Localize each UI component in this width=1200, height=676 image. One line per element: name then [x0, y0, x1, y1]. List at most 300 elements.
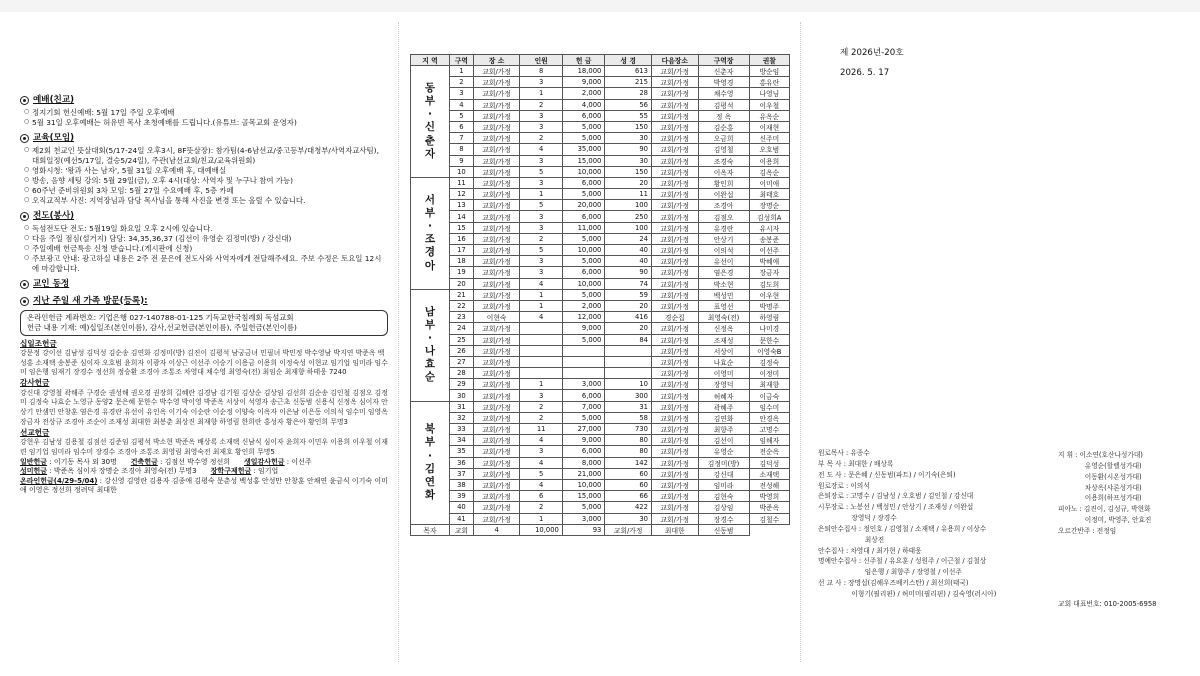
table-cell: 2	[520, 401, 563, 412]
table-cell	[605, 368, 652, 379]
staff-line: 안수집사 : 차영대 / 최가현 / 하태웅	[818, 546, 922, 555]
table-cell: 58	[605, 412, 652, 423]
table-cell: 백성민	[698, 289, 749, 300]
region-char: 신	[424, 121, 436, 134]
bullet-circle-icon	[20, 134, 29, 143]
table-row	[411, 334, 790, 345]
table-cell: 6,000	[562, 177, 605, 188]
thanks-block	[20, 378, 388, 428]
table-cell: 교회/가정	[473, 133, 520, 144]
region-char: 남	[424, 305, 436, 318]
table-cell: 교회/가정	[651, 289, 698, 300]
region-cell	[411, 289, 450, 401]
section-title-text: 전도(봉사)	[33, 210, 75, 221]
table-cell: 80	[605, 446, 652, 457]
table-cell: 40	[605, 245, 652, 256]
table-cell: 교회/가정	[651, 211, 698, 222]
table-cell: 교회/가정	[651, 513, 698, 524]
table-cell: 박영희	[749, 491, 789, 502]
table-cell: 40	[605, 256, 652, 267]
table-cell: 35	[450, 446, 474, 457]
table-cell: 11	[605, 189, 652, 200]
table-cell: 5	[520, 166, 563, 177]
table-cell: 8,000	[562, 457, 605, 468]
misc-offering-value: : 강신영 김영란 김용자 김종애 김평숙 문춘성 백성홍 안성만 안창훈 안채연 윤금식 이기숙 이미애 이영은 정선희 정려덕 최대한	[20, 476, 388, 495]
misc-offering-label: 일반헌금	[20, 457, 48, 466]
table-cell: 교회/가정	[651, 323, 698, 334]
table-cell: 전성해	[749, 479, 789, 490]
section-title-text: 지난 주일 새 가족 방문(등록):	[33, 295, 148, 306]
staff-line: 최상진	[818, 535, 885, 544]
table-cell: 1	[520, 289, 563, 300]
table-row	[411, 446, 790, 457]
table-cell: 33	[450, 424, 474, 435]
table-cell: 교회/가정	[651, 334, 698, 345]
table-cell: 27	[450, 356, 474, 367]
table-cell: 김영철	[698, 144, 749, 155]
table-cell: 송봉준	[749, 233, 789, 244]
table-cell: 15	[450, 222, 474, 233]
table-cell: 교회/가정	[473, 513, 520, 524]
table-cell: 28	[450, 368, 474, 379]
table-cell: 40	[450, 502, 474, 513]
table-cell	[520, 334, 563, 345]
table-cell: 10,000	[562, 278, 605, 289]
table-cell: 최향주	[698, 424, 749, 435]
column-header: 구역장	[698, 55, 749, 66]
table-cell: 250	[605, 211, 652, 222]
table-row	[411, 245, 790, 256]
table-cell: 김철수	[749, 513, 789, 524]
table-cell: 교회/가정	[473, 435, 520, 446]
misc-offering-label: 장학구제헌금	[210, 467, 252, 476]
section-items	[24, 108, 388, 128]
table-cell: 21,000	[562, 468, 605, 479]
list-item: ○ 방송, 음향 세팅 강의: 5월 29일(금), 오후 4시(대상: 사역자 및 누구나 참여 가능)	[24, 176, 388, 186]
column-header: 헌 금	[562, 55, 605, 66]
table-cell: 이현숙	[473, 312, 520, 323]
table-cell: 13	[450, 200, 474, 211]
table-cell: 11	[450, 177, 474, 188]
table-cell: 교회/가정	[651, 222, 698, 233]
region-char: 나	[424, 345, 436, 358]
table-row	[411, 222, 790, 233]
table-cell	[520, 323, 563, 334]
table-cell: 김상임	[698, 502, 749, 513]
region-char: 경	[424, 246, 436, 259]
table-cell: 교회/가정	[651, 245, 698, 256]
table-cell: 3	[520, 446, 563, 457]
table-cell: 100	[605, 200, 652, 211]
table-row	[411, 379, 790, 390]
table-cell: 3	[520, 77, 563, 88]
table-cell: 4	[520, 312, 563, 323]
table-cell: 교회/가정	[473, 189, 520, 200]
table-cell: 60	[605, 479, 652, 490]
table-cell: 10,000	[562, 479, 605, 490]
section-items	[24, 146, 388, 206]
table-cell: 6,000	[562, 390, 605, 401]
table-row	[411, 412, 790, 423]
table-cell: 교회/가정	[651, 491, 698, 502]
table-cell: 6	[520, 491, 563, 502]
table-cell: 교회/가정	[473, 177, 520, 188]
table-cell: 교회/가정	[473, 278, 520, 289]
table-cell: 강신대	[698, 468, 749, 479]
table-cell	[562, 368, 605, 379]
table-cell: 31	[605, 401, 652, 412]
table-cell: 9	[450, 155, 474, 166]
table-cell: 2	[520, 412, 563, 423]
table-row	[411, 356, 790, 367]
table-cell: 37	[450, 468, 474, 479]
table-cell: 80	[605, 435, 652, 446]
misc-offering-row	[20, 458, 388, 496]
table-row	[411, 468, 790, 479]
table-cell: 20	[450, 278, 474, 289]
region-char: 동	[424, 82, 436, 95]
table-cell: 김선이	[698, 435, 749, 446]
table-row	[411, 166, 790, 177]
table-row	[411, 300, 790, 311]
page-top-edge	[0, 0, 1200, 12]
table-cell: 교회/가정	[605, 524, 652, 535]
announcement-section	[20, 279, 388, 291]
list-item: ○ 독섬전도단 전도: 5월19일 화요일 오후 2시에 있습니다.	[24, 224, 388, 234]
thanks-title: 감사헌금	[20, 378, 50, 388]
table-cell: 8	[520, 66, 563, 77]
table-cell: 16	[450, 233, 474, 244]
account-line: 온라인헌금 계좌번호: 기업은행 027-140788-01-125 기독교한국침례회 독섬교회	[27, 313, 294, 323]
staff-line: 지 휘 : 이소연(호산나성가대)	[1058, 451, 1143, 459]
table-cell: 10	[450, 166, 474, 177]
staff-line: 원로장로 : 이의석	[818, 481, 870, 490]
table-cell: 교회/가정	[651, 457, 698, 468]
table-cell: 10,000	[562, 245, 605, 256]
table-cell: 15,000	[562, 155, 605, 166]
table-cell: 홍유란	[749, 77, 789, 88]
table-cell: 7	[450, 133, 474, 144]
table-cell: 이재현	[749, 121, 789, 132]
region-char: 북	[424, 423, 436, 436]
table-cell: 신주미	[749, 133, 789, 144]
table-row	[411, 502, 790, 513]
table-cell: 교회/가정	[473, 77, 520, 88]
table-cell: 박혜애	[749, 256, 789, 267]
table-cell: 3	[520, 155, 563, 166]
table-cell: 교회/가정	[473, 166, 520, 177]
staff-line: 이정미, 박영주, 안효진	[1058, 516, 1152, 525]
misc-offering-value: : 이기동 목사 외 30명	[47, 457, 117, 466]
list-item: ○ 5월 31일 오후예배는 허유빈 목사 초청예배를 드립니다.(유튜브: 골목교회 운영자)	[24, 118, 388, 128]
table-cell: 교회/가정	[651, 502, 698, 513]
table-cell: 교회/가정	[651, 233, 698, 244]
table-cell: 이정미	[749, 368, 789, 379]
table-cell: 교회/가정	[473, 99, 520, 110]
table-cell: 박소현	[698, 278, 749, 289]
table-cell: 교회/가정	[473, 144, 520, 155]
table-cell: 2	[450, 77, 474, 88]
table-row	[411, 211, 790, 222]
staff-line: 임은행 / 최향주 / 장영철 / 이선주	[818, 568, 962, 577]
table-cell: 곽혜주	[698, 401, 749, 412]
table-cell: 11,000	[562, 222, 605, 233]
table-cell: 박준옥	[749, 502, 789, 513]
table-cell: 교회/가정	[651, 121, 698, 132]
table-cell: 5	[520, 200, 563, 211]
table-cell: 32	[450, 412, 474, 423]
region-char: 김	[424, 462, 436, 475]
table-cell: 조재성	[698, 334, 749, 345]
table-cell: 교회/가정	[473, 211, 520, 222]
table-cell: 장명순	[749, 200, 789, 211]
table-cell: 55	[605, 110, 652, 121]
table-cell: 36	[450, 457, 474, 468]
table-cell: 5,000	[562, 133, 605, 144]
table-cell: 30	[605, 133, 652, 144]
table-row	[411, 110, 790, 121]
table-cell: 오호범	[749, 144, 789, 155]
table-cell: 조경숙	[698, 155, 749, 166]
column-divider-left	[398, 22, 400, 662]
mission-block	[20, 428, 388, 458]
table-cell: 최대한	[651, 524, 698, 535]
table-cell: 교회/가정	[651, 435, 698, 446]
table-cell: 김정미(방)	[698, 457, 749, 468]
region-char: 부	[424, 318, 436, 331]
table-cell: 안경옥	[749, 412, 789, 423]
table-row	[411, 491, 790, 502]
table-cell: 31	[450, 401, 474, 412]
table-cell: 교회/가정	[473, 256, 520, 267]
table-cell: 박명주	[749, 300, 789, 311]
list-item: ○ 주일예배 헌금특송 신청 받습니다.(게시판에 신청)	[24, 244, 388, 254]
table-cell: 10,000	[520, 524, 563, 535]
table-cell: 교회/가정	[473, 356, 520, 367]
table-cell: 66	[605, 491, 652, 502]
table-cell: 5	[450, 110, 474, 121]
table-cell: 9,000	[562, 323, 605, 334]
misc-offering-label: 성미헌금	[20, 467, 48, 476]
table-cell: 74	[605, 278, 652, 289]
table-cell: 730	[605, 424, 652, 435]
table-cell: 1	[520, 300, 563, 311]
table-cell: 황인희	[698, 177, 749, 188]
staff-line: 선 교 사 : 장명섭(김해우즈베키스탄) / 최선희(태국)	[818, 579, 969, 588]
table-cell: 교회	[450, 524, 474, 535]
misc-offering-item	[20, 477, 388, 496]
table-cell: 25	[450, 334, 474, 345]
section-title	[20, 296, 388, 308]
list-item: ○ 60주년 준비위원회 3차 모임: 5월 27일 수요예배 후, 5층 카페	[24, 186, 388, 196]
misc-offering-value: : 김점선 박수영 정선희	[157, 457, 230, 466]
table-cell: 3	[520, 110, 563, 121]
bullet-circle-icon	[20, 212, 29, 221]
staff-line: 피아노 : 김진이, 김성규, 박현화	[1058, 505, 1151, 514]
table-body	[411, 66, 790, 536]
table-cell: 38	[450, 479, 474, 490]
table-row	[411, 323, 790, 334]
table-cell: 유선이	[698, 256, 749, 267]
table-cell: 교회/가정	[473, 289, 520, 300]
table-cell: 교회/가정	[473, 446, 520, 457]
table-row	[411, 88, 790, 99]
region-char: ·	[428, 449, 432, 462]
table-cell: 교회/가정	[473, 267, 520, 278]
table-cell: 29	[450, 379, 474, 390]
region-char: 부	[424, 95, 436, 108]
misc-offering-label: 생일감사헌금	[243, 457, 285, 466]
table-cell: 오금희	[698, 133, 749, 144]
table-cell: 이미애	[749, 177, 789, 188]
table-cell: 전순옥	[749, 446, 789, 457]
table-cell: 5	[520, 468, 563, 479]
table-cell: 20	[605, 300, 652, 311]
region-char: 순	[424, 371, 436, 384]
table-cell: 김옥순	[749, 166, 789, 177]
table-cell: 150	[605, 121, 652, 132]
list-item: ○ 오직교적부 사진: 지역장님과 담당 목사님을 통해 사진을 변경 또는 올릴 수 있습니다.	[24, 196, 388, 206]
table-row	[411, 401, 790, 412]
table-cell: 교회/가정	[651, 66, 698, 77]
column-header: 구역	[450, 55, 474, 66]
region-char: 부	[424, 436, 436, 449]
misc-offering-item	[20, 467, 197, 477]
table-row	[411, 177, 790, 188]
table-cell: 하영림	[749, 312, 789, 323]
table-cell: 3	[520, 121, 563, 132]
table-cell: 교회/가정	[473, 368, 520, 379]
table-cell: 이옥자	[698, 166, 749, 177]
staff-line: 이형기(필리핀) / 허미미(필리핀) / 김숙영(러시아)	[818, 589, 997, 598]
staff-line: 원로목사 : 유종수	[818, 449, 870, 457]
bullet-circle-icon	[20, 297, 29, 306]
table-cell: 교회/가정	[651, 166, 698, 177]
table-cell: 100	[605, 222, 652, 233]
table-cell: 안상기	[698, 233, 749, 244]
table-row	[411, 99, 790, 110]
issue-number: 제 2026년-20호	[840, 48, 904, 58]
misc-offering-label: 온라인헌금(4/29-5/04)	[20, 476, 98, 485]
table-cell: 김덕성	[749, 457, 789, 468]
table-cell: 이선주	[749, 245, 789, 256]
table-cell: 김정숙	[749, 356, 789, 367]
table-cell: 교회/가정	[651, 110, 698, 121]
table-row	[411, 66, 790, 77]
table-cell: 김점오	[698, 211, 749, 222]
misc-offering-value: : 임기업	[251, 467, 279, 476]
table-footer-row	[411, 524, 790, 535]
table-cell: 교회/가정	[651, 200, 698, 211]
region-char: 서	[424, 193, 436, 206]
table-cell: 유경란	[698, 222, 749, 233]
table-cell: 22	[450, 300, 474, 311]
table-cell	[520, 356, 563, 367]
section-title	[20, 279, 388, 291]
table-row	[411, 424, 790, 435]
table-row	[411, 390, 790, 401]
staff-line: 전 도 사 : 문은혜 / 신동범(파트) / 이기숙(은퇴)	[818, 470, 956, 479]
table-cell: 교회/가정	[473, 245, 520, 256]
table-cell: 이용희	[749, 155, 789, 166]
staff-line: 이용희(하프성가대)	[1058, 494, 1142, 503]
region-char: 연	[424, 475, 436, 488]
misc-offering-item	[211, 467, 279, 477]
table-cell: 2	[520, 502, 563, 513]
misc-offering-item	[20, 458, 117, 468]
announcement-sections	[20, 95, 388, 307]
table-row	[411, 155, 790, 166]
table-cell: 34	[450, 435, 474, 446]
column-header: 장 소	[473, 55, 520, 66]
table-cell: 2	[520, 133, 563, 144]
table-cell: 김현숙	[698, 491, 749, 502]
table-cell: 6,000	[562, 110, 605, 121]
table-cell: 고명수	[749, 424, 789, 435]
table-cell: 교회/가정	[651, 177, 698, 188]
table-cell: 이의석	[698, 245, 749, 256]
table-cell: 90	[605, 267, 652, 278]
misc-offering-label: 건축헌금	[130, 457, 158, 466]
table-cell: 3	[520, 211, 563, 222]
staff-line: 은퇴안수집사 : 정인호 / 김영철 / 소재택 / 유용희 / 이상수	[818, 524, 987, 533]
table-cell: 6,000	[562, 446, 605, 457]
table-cell: 교회/가정	[473, 300, 520, 311]
table-row	[411, 435, 790, 446]
table-cell: 교회/가정	[651, 390, 698, 401]
announcement-section	[20, 211, 388, 274]
staff-line: 이동환(시온성가대)	[1058, 472, 1142, 481]
table-cell: 교회/가정	[473, 345, 520, 356]
table-cell: 신춘자	[698, 66, 749, 77]
table-cell: 교회/가정	[651, 133, 698, 144]
table-cell: 교회/가정	[473, 121, 520, 132]
table-cell: 17	[450, 245, 474, 256]
table-cell: 교회/가정	[651, 278, 698, 289]
table-cell: 나효순	[698, 356, 749, 367]
table-cell: 교회/가정	[651, 155, 698, 166]
online-offering-account-box	[20, 310, 388, 335]
announcement-section	[20, 296, 388, 308]
tithe-names: 강문정 강이선 김남성 김덕성 김순송 김연화 김정미(방) 김진이 김평석 남궁금녀 민필녀 박민정 박수영남 박지연 박준옥 백성홍 소재택 송봉준 심이자 오호범 윤희자 이광자 이상근 이선주 이승기 이용금 이용희 이정숙성 이현교 임기업 임미라 임수미 임은행 임재기 장경수 정선희 정승환 조경아 조통조 차영대 채수영 최영숙(전) 최임순 최재향 하태웅 7240	[20, 348, 388, 377]
table-cell: 유옥순	[749, 110, 789, 121]
table-cell: 4	[520, 435, 563, 446]
table-cell: 9,000	[562, 77, 605, 88]
list-item: ○ 정지기회 헌신예배: 5월 17일 주일 오후예배	[24, 108, 388, 118]
table-cell: 이금숙	[749, 390, 789, 401]
table-cell: 서상이	[698, 345, 749, 356]
tithe-title: 십일조헌금	[20, 338, 57, 348]
region-char: ·	[428, 220, 432, 233]
table-cell: 교회/가정	[473, 424, 520, 435]
table-cell: 교회/가정	[473, 457, 520, 468]
table-row	[411, 457, 790, 468]
list-item: ○ 다음 주일 점심(설거지) 담당: 34,35,36,37 (김선이 유영순 김정미(방) / 강신대)	[24, 234, 388, 244]
table-cell: 교회/가정	[473, 491, 520, 502]
table-cell: 1	[450, 66, 474, 77]
table-cell: 이영숙B	[749, 345, 789, 356]
table-cell: 염은경	[698, 267, 749, 278]
region-char: 부	[424, 207, 436, 220]
table-cell: 표영선	[698, 300, 749, 311]
table-cell: 목자	[411, 524, 450, 535]
table-cell: 60	[605, 468, 652, 479]
table-cell: 30	[605, 155, 652, 166]
mission-title: 선교헌금	[20, 427, 50, 437]
table-cell: 신동범	[698, 524, 749, 535]
music-staff-list	[1058, 450, 1188, 537]
table-cell: 12	[450, 189, 474, 200]
